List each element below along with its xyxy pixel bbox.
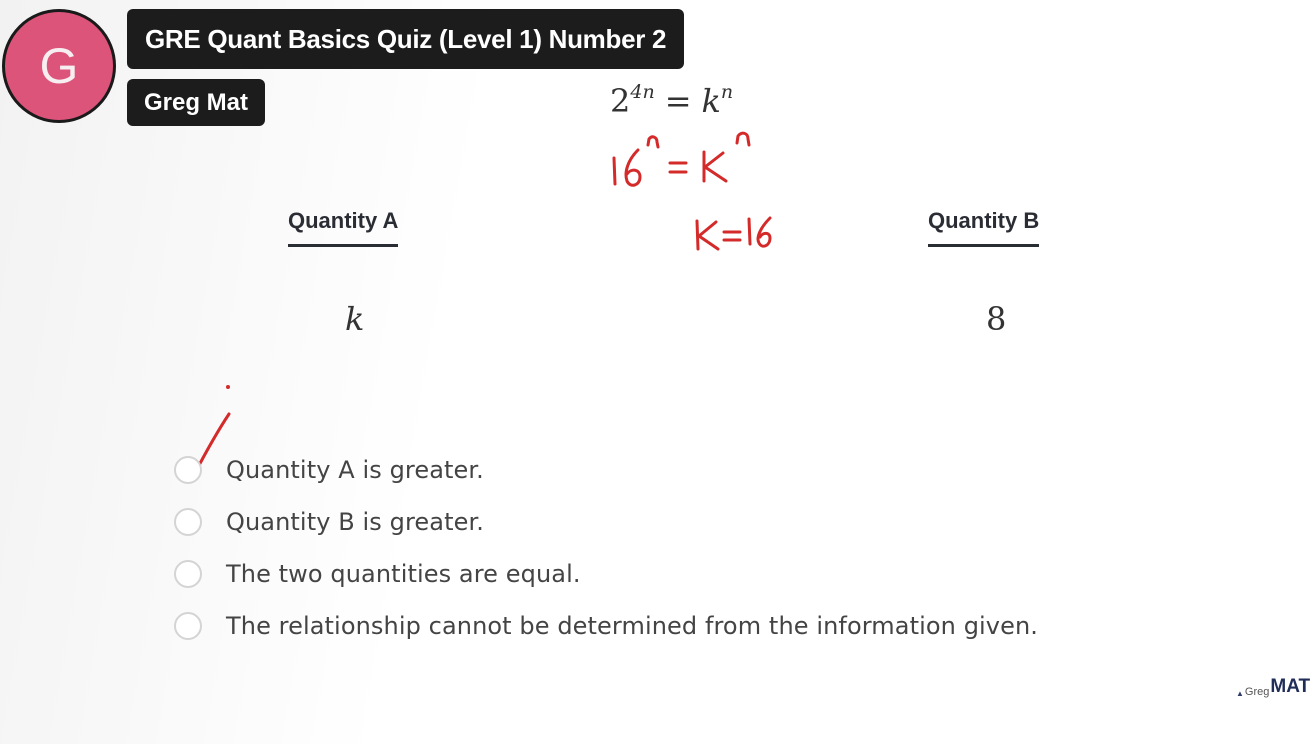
equation-equals: =: [664, 82, 692, 120]
given-equation: [610, 82, 733, 120]
equation-base: 2: [610, 82, 631, 120]
quantity-a-value: k: [345, 300, 365, 338]
option-b[interactable]: [174, 496, 1038, 548]
logo-greg-text: Greg: [1244, 686, 1270, 698]
quiz-title: GRE Quant Basics Quiz (Level 1) Number 2: [145, 23, 667, 54]
logo-mat-text: MAT: [1270, 676, 1311, 697]
option-a[interactable]: [174, 444, 1038, 496]
author-name: Greg Mat: [144, 88, 249, 116]
avatar-letter: G: [39, 38, 79, 94]
option-d[interactable]: [174, 600, 1038, 652]
author-badge: [127, 79, 265, 126]
graduation-cap-icon: ▲: [1236, 689, 1244, 698]
answer-options: [174, 444, 1038, 652]
quantity-a-heading: Quantity A: [288, 208, 398, 247]
option-label: Quantity B is greater.: [226, 508, 484, 536]
radio-button[interactable]: [174, 612, 202, 640]
avatar: [2, 9, 116, 123]
radio-button[interactable]: [174, 508, 202, 536]
radio-button[interactable]: [174, 560, 202, 588]
equation-rhs: k: [701, 82, 721, 120]
quantity-b-heading: Quantity B: [928, 208, 1039, 247]
radio-button[interactable]: [174, 456, 202, 484]
option-c[interactable]: [174, 548, 1038, 600]
quiz-title-banner: [127, 9, 684, 69]
equation-rhs-exponent: n: [720, 81, 734, 104]
quantity-b-value: 8: [986, 300, 1007, 338]
gregmat-logo: [1236, 676, 1310, 698]
option-label: The two quantities are equal.: [226, 560, 581, 588]
option-label: The relationship cannot be determined from the information given.: [226, 612, 1038, 640]
option-label: Quantity A is greater.: [226, 456, 484, 484]
equation-base-exponent: 4n: [630, 81, 655, 104]
